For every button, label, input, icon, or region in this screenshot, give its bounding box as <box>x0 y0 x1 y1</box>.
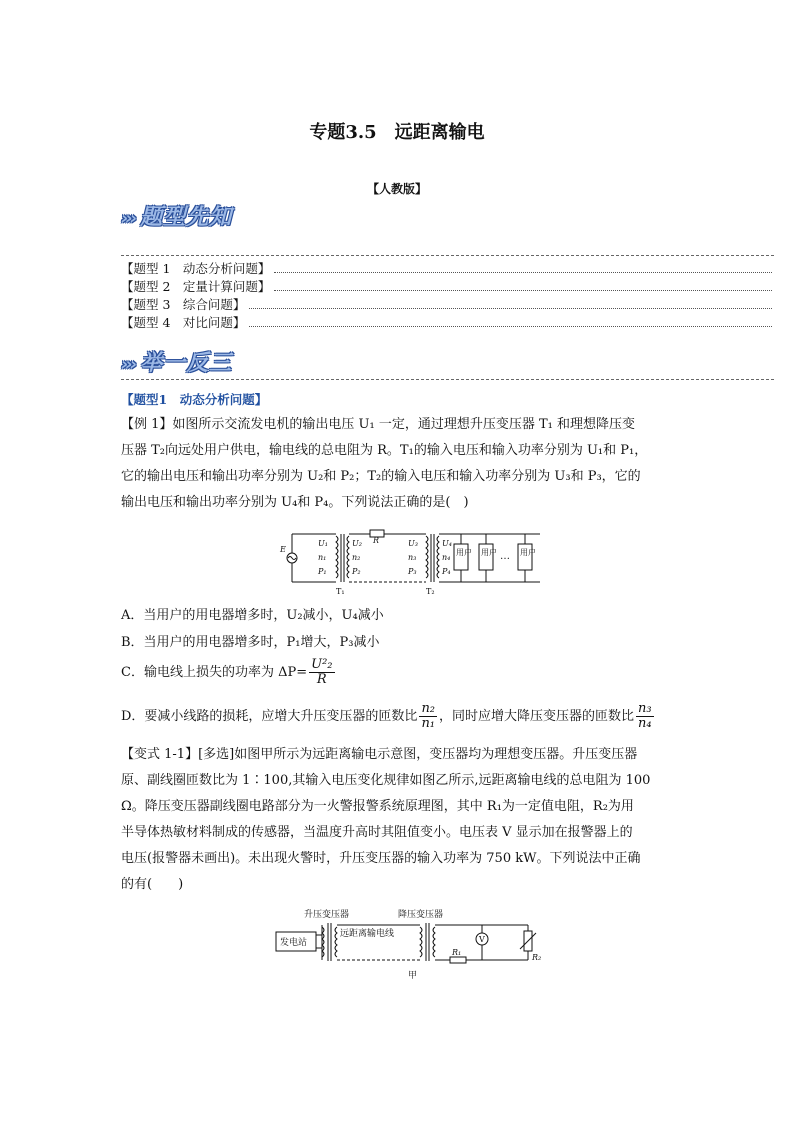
divider-1 <box>121 255 774 256</box>
step-down-label: 降压变压器 <box>398 910 444 920</box>
label-T2: T₂ <box>426 587 435 596</box>
edition-label: 【人教版】 <box>366 182 427 196</box>
svg-text:U₂: U₂ <box>352 539 362 548</box>
variant-1-1-text: 【变式 1-1】[多选]如图甲所示为远距离输电示意图，变压器均为理想变压器。升压变压器 原、副线圈匝数比为 1∶100,其输入电压变化规律如图乙所示,远距离输电线的总电阻为 100 Ω。降压变压器副线圈电路部分为一火警报警系统原理图，其中 R₁为一定值电阻，R₂为用 半导体热敏材料制成的传感器，当温度升高时其阻值变小。电压表 V 显示加在报警器上的 电压(报警器未画出)。未出现火警时，升压变压器的输入功率为 750 kW。下列说法中正确 的有( ) <box>121 747 651 892</box>
user-label: 用户 <box>456 548 472 557</box>
toc-item[interactable]: 【题型 2 定量计算问题】 <box>121 278 774 296</box>
example-1-text: 【例 1】如图所示交流发电机的输出电压 U₁ 一定，通过理想升压变压器 T₁ 和理想降压变 压器 T₂向远处用户供电，输电线的总电阻为 R。T₁的输入电压和输入功率分别为 U₁和 P₁， 它的输出电压和输出功率分别为 U₂和 P₂；T₂的输入电压和输入功率分别为 U₃和 P₃，它的 输出电压和输出功率分别为 U₄和 P₄。下列说法正确的是( ) <box>121 417 648 510</box>
line-label: 远距离输电线 <box>340 929 395 939</box>
option-B: B．当用户的用电器增多时，P₁增大，P₃减小 <box>121 635 380 650</box>
label-E: E <box>280 545 286 554</box>
option-C: C．输电线上损失的功率为 ΔP= $\frac{\text{U²₂}}{R}$ <box>121 657 333 687</box>
fraction: $\frac{\text{n₃}}{\text{n₄}}$ <box>638 701 652 731</box>
toc-item[interactable]: 【题型 3 综合问题】 <box>121 296 774 314</box>
station-label: 发电站 <box>280 938 308 948</box>
svg-text:P₃: P₃ <box>408 567 417 576</box>
table-of-contents <box>121 260 774 332</box>
banner-question-types: ››› 题型先知 <box>121 205 233 230</box>
svg-text:n₁: n₁ <box>318 553 327 562</box>
figure-caption: 甲 <box>408 971 418 981</box>
page-title: 专题3.5 远距离输电 <box>309 122 485 143</box>
label-R2: R₂ <box>532 953 542 962</box>
toc-item[interactable]: 【题型 4 对比问题】 <box>121 314 774 332</box>
user-label: 用户 <box>481 548 497 557</box>
svg-text:n₂: n₂ <box>352 553 361 562</box>
svg-text:U₃: U₃ <box>408 539 418 548</box>
option-A: A．当用户的用电器增多时，U₂减小，U₄减小 <box>121 608 384 623</box>
section-heading: 【题型1 动态分析问题】 <box>121 392 268 407</box>
arrow-icon: ››› <box>121 354 135 375</box>
voltmeter-label: V <box>479 935 485 944</box>
option-D: D．要减小线路的损耗，应增大升压变压器的匝数比 $\frac{\text{n₂}}{\text{n₁}}$ ，同时应增大降压变压器的匝数比 $\frac{\text{n₃}}{\text{n₄}}$ <box>121 701 652 731</box>
fraction: $\frac{\text{n₂}}{\text{n₁}}$ <box>421 701 436 731</box>
user-label: 用户 <box>520 548 536 557</box>
label-R1: R₁ <box>452 948 462 957</box>
svg-text:U₁: U₁ <box>318 539 328 548</box>
label-R: R <box>373 536 380 545</box>
transmission-diagram <box>270 905 550 981</box>
circuit-diagram <box>278 522 548 598</box>
svg-text:…: … <box>500 551 510 562</box>
label-T1: T₁ <box>336 587 345 596</box>
svg-text:n₃: n₃ <box>408 553 417 562</box>
banner-examples: ››› 举一反三 <box>121 351 233 376</box>
divider-2 <box>121 379 774 380</box>
svg-text:P₄: P₄ <box>442 567 451 576</box>
arrow-icon: ››› <box>121 208 135 229</box>
svg-text:P₂: P₂ <box>352 567 361 576</box>
toc-item[interactable]: 【题型 1 动态分析问题】 <box>121 260 774 278</box>
svg-text:U₄: U₄ <box>442 539 452 548</box>
svg-text:P₁: P₁ <box>318 567 327 576</box>
fraction: $\frac{\text{U²₂}}{R}$ <box>311 657 333 687</box>
svg-text:n₄: n₄ <box>442 553 451 562</box>
step-up-label: 升压变压器 <box>304 910 350 920</box>
